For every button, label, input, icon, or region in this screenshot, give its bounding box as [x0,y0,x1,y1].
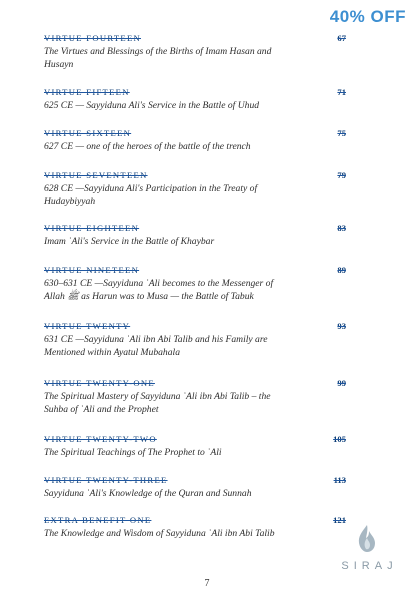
toc-heading: VIRTUE TWENTY-THREE [44,475,168,485]
toc-entry[interactable] [44,170,344,208]
toc-description: Imam ʿAli's Service in the Battle of Khaybar [44,236,215,247]
discount-badge: 40% OFF [329,7,406,26]
toc-description: 630–631 CE —Sayyiduna ʿAli becomes to the Messenger of Allah ﷺ as Harun was to Musa — the Battle of Tabuk [44,278,274,302]
toc-heading: VIRTUE SEVENTEEN [44,170,148,180]
toc-description: The Spiritual Teachings of The Prophet to ʿAli [44,447,222,458]
toc-page-number: 121 [333,515,346,525]
toc-entry[interactable] [44,223,344,248]
toc-page-number: 89 [337,265,346,275]
siraj-logo [332,524,402,572]
toc-page-number: 113 [333,475,346,485]
toc-heading: VIRTUE FIFTEEN [44,87,130,97]
logo-text: SIRAJ [341,560,398,572]
toc-entry[interactable] [44,265,344,303]
toc-page-number: 99 [337,378,346,388]
toc-page-number: 75 [337,128,346,138]
toc-heading: VIRTUE SIXTEEN [44,128,132,138]
toc-entry[interactable] [44,378,344,416]
toc-entry[interactable] [44,515,344,540]
toc-entry[interactable] [44,321,344,359]
toc-heading: VIRTUE NINETEEN [44,265,140,275]
toc-heading: VIRTUE EIGHTEEN [44,223,140,233]
toc-entry[interactable] [44,33,344,71]
toc-description: 628 CE —Sayyiduna Ali's Participation in the Treaty of Hudaybiyyah [44,183,258,207]
toc-page-number: 105 [333,434,346,444]
toc-page-number: 83 [337,223,346,233]
toc-page-number: 67 [337,33,346,43]
page-number: 7 [204,578,210,589]
toc-description: 631 CE —Sayyiduna ʿAli ibn Abi Talib and his Family are Mentioned within Ayatul Mubahala [44,334,268,358]
toc-description: 625 CE — Sayyiduna Ali's Service in the Battle of Uhud [44,100,260,111]
toc-heading: VIRTUE FOURTEEN [44,33,141,43]
toc-heading: VIRTUE TWENTY [44,321,131,331]
toc-heading: VIRTUE TWENTY-ONE [44,378,155,388]
toc-description: The Spiritual Mastery of Sayyiduna ʿAli ibn Abi Talib – the Suhba of ʿAli and the Prophet [44,391,271,415]
toc-entry[interactable] [44,87,344,112]
toc-entry[interactable] [44,434,344,459]
toc-description: 627 CE — one of the heroes of the battle of the trench [44,141,251,152]
toc-entry[interactable] [44,128,344,153]
toc-heading: EXTRA BENEFIT ONE [44,515,152,525]
toc-heading: VIRTUE TWENTY-TWO [44,434,157,444]
toc-description: The Knowledge and Wisdom of Sayyiduna ʿAli ibn Abi Talib [44,528,275,539]
toc-entry[interactable] [44,475,344,500]
toc-description: The Virtues and Blessings of the Births of Imam Hasan and Husayn [44,46,272,70]
toc-page-number: 71 [337,87,346,97]
toc-page-number: 93 [337,321,346,331]
toc-page-number: 79 [337,170,346,180]
flame-icon [353,524,381,554]
toc-description: Sayyiduna ʿAli's Knowledge of the Quran and Sunnah [44,488,252,499]
